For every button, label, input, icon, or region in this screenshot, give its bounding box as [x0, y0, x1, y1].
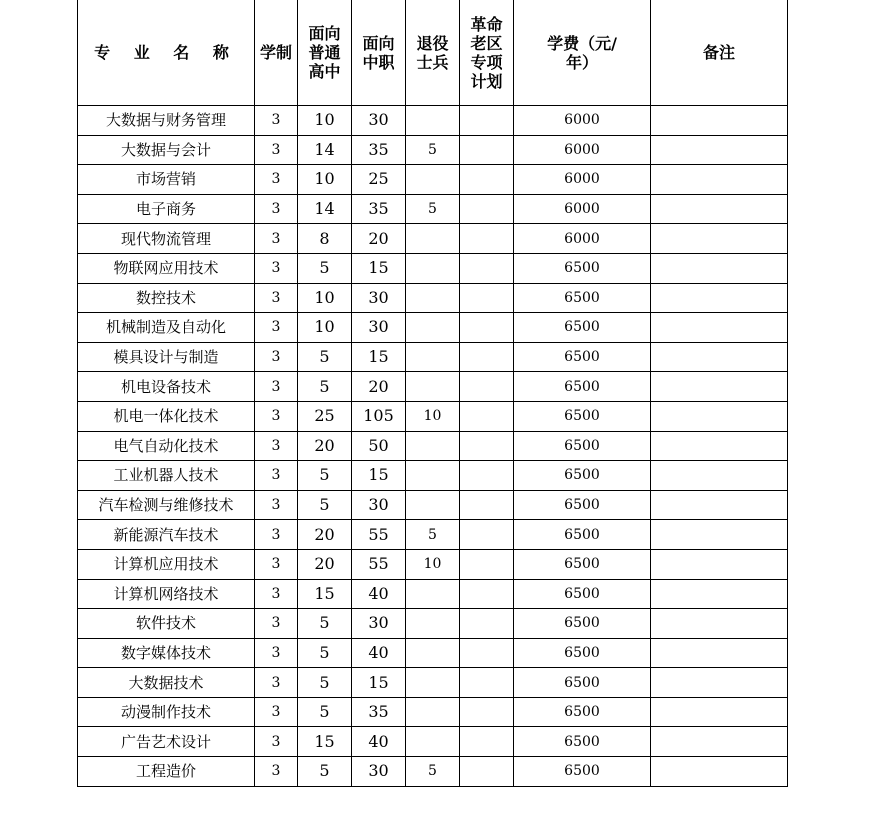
- cell-notes: [651, 253, 788, 283]
- cell-revolutionary-area: [460, 106, 514, 136]
- cell-tuition: 6500: [514, 549, 651, 579]
- cell-veterans: [406, 313, 460, 343]
- cell-vocational-school: 30: [352, 313, 406, 343]
- cell-veterans: [406, 490, 460, 520]
- cell-revolutionary-area: [460, 135, 514, 165]
- cell-notes: [651, 520, 788, 550]
- cell-notes: [651, 609, 788, 639]
- cell-years: 3: [255, 520, 298, 550]
- cell-tuition: 6500: [514, 727, 651, 757]
- cell-vocational-school: 25: [352, 165, 406, 195]
- cell-vocational-school: 15: [352, 461, 406, 491]
- cell-tuition: 6500: [514, 283, 651, 313]
- header-tuition-label: 学费（元/年）: [547, 33, 617, 72]
- cell-vocational-school: 15: [352, 668, 406, 698]
- cell-notes: [651, 490, 788, 520]
- cell-revolutionary-area: [460, 609, 514, 639]
- cell-tuition: 6500: [514, 490, 651, 520]
- cell-major: 新能源汽车技术: [78, 520, 255, 550]
- cell-veterans: [406, 461, 460, 491]
- cell-general-high-school: 5: [298, 638, 352, 668]
- cell-notes: [651, 135, 788, 165]
- cell-general-high-school: 5: [298, 609, 352, 639]
- cell-vocational-school: 40: [352, 638, 406, 668]
- cell-tuition: 6500: [514, 431, 651, 461]
- cell-general-high-school: 8: [298, 224, 352, 254]
- cell-vocational-school: 55: [352, 520, 406, 550]
- cell-revolutionary-area: [460, 727, 514, 757]
- cell-revolutionary-area: [460, 549, 514, 579]
- cell-vocational-school: 40: [352, 727, 406, 757]
- cell-tuition: 6500: [514, 342, 651, 372]
- cell-veterans: [406, 106, 460, 136]
- cell-revolutionary-area: [460, 490, 514, 520]
- cell-years: 3: [255, 461, 298, 491]
- cell-major: 机电设备技术: [78, 372, 255, 402]
- cell-veterans: [406, 224, 460, 254]
- cell-veterans: 5: [406, 194, 460, 224]
- cell-general-high-school: 10: [298, 283, 352, 313]
- cell-general-high-school: 5: [298, 490, 352, 520]
- table-row: [78, 461, 788, 491]
- cell-years: 3: [255, 194, 298, 224]
- cell-years: 3: [255, 727, 298, 757]
- cell-notes: [651, 372, 788, 402]
- cell-years: 3: [255, 106, 298, 136]
- cell-vocational-school: 105: [352, 401, 406, 431]
- cell-tuition: 6000: [514, 106, 651, 136]
- cell-years: 3: [255, 165, 298, 195]
- cell-notes: [651, 401, 788, 431]
- cell-veterans: [406, 372, 460, 402]
- cell-veterans: 5: [406, 757, 460, 787]
- cell-major: 计算机网络技术: [78, 579, 255, 609]
- cell-veterans: [406, 579, 460, 609]
- cell-general-high-school: 20: [298, 549, 352, 579]
- cell-notes: [651, 638, 788, 668]
- cell-general-high-school: 5: [298, 342, 352, 372]
- cell-general-high-school: 20: [298, 431, 352, 461]
- cell-notes: [651, 549, 788, 579]
- cell-tuition: 6000: [514, 135, 651, 165]
- cell-veterans: [406, 697, 460, 727]
- table-row: [78, 431, 788, 461]
- cell-major: 现代物流管理: [78, 224, 255, 254]
- cell-tuition: 6500: [514, 372, 651, 402]
- cell-major: 电气自动化技术: [78, 431, 255, 461]
- cell-notes: [651, 727, 788, 757]
- cell-years: 3: [255, 668, 298, 698]
- cell-tuition: 6500: [514, 757, 651, 787]
- cell-veterans: 5: [406, 135, 460, 165]
- cell-major: 工程造价: [78, 757, 255, 787]
- cell-years: 3: [255, 490, 298, 520]
- table-row: [78, 283, 788, 313]
- cell-general-high-school: 5: [298, 697, 352, 727]
- cell-revolutionary-area: [460, 165, 514, 195]
- cell-years: 3: [255, 549, 298, 579]
- cell-tuition: 6000: [514, 165, 651, 195]
- cell-major: 汽车检测与维修技术: [78, 490, 255, 520]
- cell-general-high-school: 10: [298, 165, 352, 195]
- table-row: [78, 401, 788, 431]
- cell-years: 3: [255, 757, 298, 787]
- table-row: [78, 194, 788, 224]
- cell-notes: [651, 106, 788, 136]
- cell-major: 物联网应用技术: [78, 253, 255, 283]
- cell-revolutionary-area: [460, 520, 514, 550]
- cell-veterans: [406, 283, 460, 313]
- cell-tuition: 6500: [514, 313, 651, 343]
- cell-major: 数控技术: [78, 283, 255, 313]
- cell-years: 3: [255, 313, 298, 343]
- cell-major: 计算机应用技术: [78, 549, 255, 579]
- cell-tuition: 6000: [514, 224, 651, 254]
- header-general-high-school-label: 面向普通高中: [308, 24, 341, 81]
- cell-general-high-school: 25: [298, 401, 352, 431]
- cell-revolutionary-area: [460, 461, 514, 491]
- cell-vocational-school: 35: [352, 194, 406, 224]
- cell-vocational-school: 30: [352, 490, 406, 520]
- table-row: [78, 609, 788, 639]
- cell-years: 3: [255, 638, 298, 668]
- table-body: [78, 106, 788, 787]
- cell-veterans: 5: [406, 520, 460, 550]
- cell-general-high-school: 15: [298, 579, 352, 609]
- cell-general-high-school: 10: [298, 313, 352, 343]
- cell-revolutionary-area: [460, 668, 514, 698]
- cell-vocational-school: 30: [352, 106, 406, 136]
- cell-years: 3: [255, 342, 298, 372]
- table-row: [78, 165, 788, 195]
- cell-general-high-school: 5: [298, 253, 352, 283]
- cell-revolutionary-area: [460, 313, 514, 343]
- cell-tuition: 6500: [514, 579, 651, 609]
- cell-major: 工业机器人技术: [78, 461, 255, 491]
- enrollment-table: [77, 0, 788, 787]
- cell-major: 市场营销: [78, 165, 255, 195]
- cell-years: 3: [255, 224, 298, 254]
- cell-major: 动漫制作技术: [78, 697, 255, 727]
- cell-tuition: 6500: [514, 461, 651, 491]
- cell-revolutionary-area: [460, 757, 514, 787]
- cell-major: 大数据与会计: [78, 135, 255, 165]
- cell-major: 软件技术: [78, 609, 255, 639]
- cell-tuition: 6000: [514, 194, 651, 224]
- header-row: [78, 0, 788, 106]
- cell-major: 机电一体化技术: [78, 401, 255, 431]
- cell-veterans: [406, 431, 460, 461]
- header-general-high-school: [298, 0, 352, 106]
- cell-years: 3: [255, 283, 298, 313]
- header-tuition: [514, 0, 651, 106]
- cell-general-high-school: 5: [298, 757, 352, 787]
- cell-tuition: 6500: [514, 638, 651, 668]
- cell-tuition: 6500: [514, 253, 651, 283]
- cell-major: 模具设计与制造: [78, 342, 255, 372]
- cell-major: 大数据与财务管理: [78, 106, 255, 136]
- cell-tuition: 6500: [514, 668, 651, 698]
- cell-years: 3: [255, 697, 298, 727]
- cell-vocational-school: 30: [352, 609, 406, 639]
- cell-notes: [651, 283, 788, 313]
- cell-notes: [651, 313, 788, 343]
- cell-vocational-school: 50: [352, 431, 406, 461]
- cell-years: 3: [255, 135, 298, 165]
- cell-veterans: 10: [406, 401, 460, 431]
- cell-general-high-school: 5: [298, 668, 352, 698]
- header-years: [255, 0, 298, 106]
- table-row: [78, 253, 788, 283]
- cell-notes: [651, 194, 788, 224]
- table-row: [78, 224, 788, 254]
- cell-veterans: 10: [406, 549, 460, 579]
- cell-tuition: 6500: [514, 609, 651, 639]
- table-row: [78, 697, 788, 727]
- cell-notes: [651, 579, 788, 609]
- cell-notes: [651, 668, 788, 698]
- cell-veterans: [406, 165, 460, 195]
- cell-revolutionary-area: [460, 372, 514, 402]
- table-row: [78, 342, 788, 372]
- cell-vocational-school: 40: [352, 579, 406, 609]
- cell-vocational-school: 30: [352, 757, 406, 787]
- table-row: [78, 106, 788, 136]
- header-major: 专 业 名 称: [78, 0, 255, 106]
- cell-years: 3: [255, 431, 298, 461]
- cell-general-high-school: 14: [298, 194, 352, 224]
- cell-revolutionary-area: [460, 224, 514, 254]
- table-row: [78, 579, 788, 609]
- header-notes: 备注: [651, 0, 788, 106]
- cell-notes: [651, 757, 788, 787]
- table-row: [78, 490, 788, 520]
- cell-vocational-school: 15: [352, 342, 406, 372]
- cell-revolutionary-area: [460, 194, 514, 224]
- table-row: [78, 668, 788, 698]
- table-row: [78, 727, 788, 757]
- cell-general-high-school: 20: [298, 520, 352, 550]
- cell-revolutionary-area: [460, 283, 514, 313]
- table-header: [78, 0, 788, 106]
- cell-notes: [651, 165, 788, 195]
- cell-years: 3: [255, 609, 298, 639]
- table-row: [78, 313, 788, 343]
- cell-veterans: [406, 668, 460, 698]
- cell-vocational-school: 15: [352, 253, 406, 283]
- cell-vocational-school: 35: [352, 135, 406, 165]
- cell-tuition: 6500: [514, 697, 651, 727]
- header-vocational-school-label: 面向中职: [362, 33, 395, 72]
- cell-revolutionary-area: [460, 401, 514, 431]
- cell-vocational-school: 55: [352, 549, 406, 579]
- cell-major: 广告艺术设计: [78, 727, 255, 757]
- cell-notes: [651, 697, 788, 727]
- table-row: [78, 372, 788, 402]
- cell-revolutionary-area: [460, 342, 514, 372]
- cell-major: 大数据技术: [78, 668, 255, 698]
- table-row: [78, 757, 788, 787]
- cell-tuition: 6500: [514, 401, 651, 431]
- cell-veterans: [406, 253, 460, 283]
- header-veterans: [406, 0, 460, 106]
- table-row: [78, 549, 788, 579]
- cell-general-high-school: 15: [298, 727, 352, 757]
- cell-revolutionary-area: [460, 697, 514, 727]
- cell-years: 3: [255, 253, 298, 283]
- cell-veterans: [406, 638, 460, 668]
- header-revolutionary-area: [460, 0, 514, 106]
- header-revolutionary-area-label: 革命老区专项计划: [470, 14, 503, 91]
- cell-years: 3: [255, 579, 298, 609]
- cell-general-high-school: 14: [298, 135, 352, 165]
- cell-vocational-school: 30: [352, 283, 406, 313]
- cell-major: 机械制造及自动化: [78, 313, 255, 343]
- cell-revolutionary-area: [460, 579, 514, 609]
- cell-revolutionary-area: [460, 253, 514, 283]
- cell-vocational-school: 20: [352, 224, 406, 254]
- table-row: [78, 520, 788, 550]
- cell-major: 电子商务: [78, 194, 255, 224]
- cell-vocational-school: 20: [352, 372, 406, 402]
- cell-veterans: [406, 609, 460, 639]
- header-years-label: 学制: [259, 43, 292, 62]
- header-vocational-school: [352, 0, 406, 106]
- cell-years: 3: [255, 401, 298, 431]
- cell-vocational-school: 35: [352, 697, 406, 727]
- table-row: [78, 135, 788, 165]
- cell-revolutionary-area: [460, 638, 514, 668]
- cell-revolutionary-area: [460, 431, 514, 461]
- cell-tuition: 6500: [514, 520, 651, 550]
- cell-major: 数字媒体技术: [78, 638, 255, 668]
- cell-notes: [651, 431, 788, 461]
- cell-general-high-school: 5: [298, 372, 352, 402]
- cell-notes: [651, 224, 788, 254]
- table-row: [78, 638, 788, 668]
- cell-veterans: [406, 727, 460, 757]
- cell-years: 3: [255, 372, 298, 402]
- cell-notes: [651, 342, 788, 372]
- cell-veterans: [406, 342, 460, 372]
- cell-general-high-school: 10: [298, 106, 352, 136]
- cell-general-high-school: 5: [298, 461, 352, 491]
- cell-notes: [651, 461, 788, 491]
- header-veterans-label: 退役士兵: [416, 33, 449, 72]
